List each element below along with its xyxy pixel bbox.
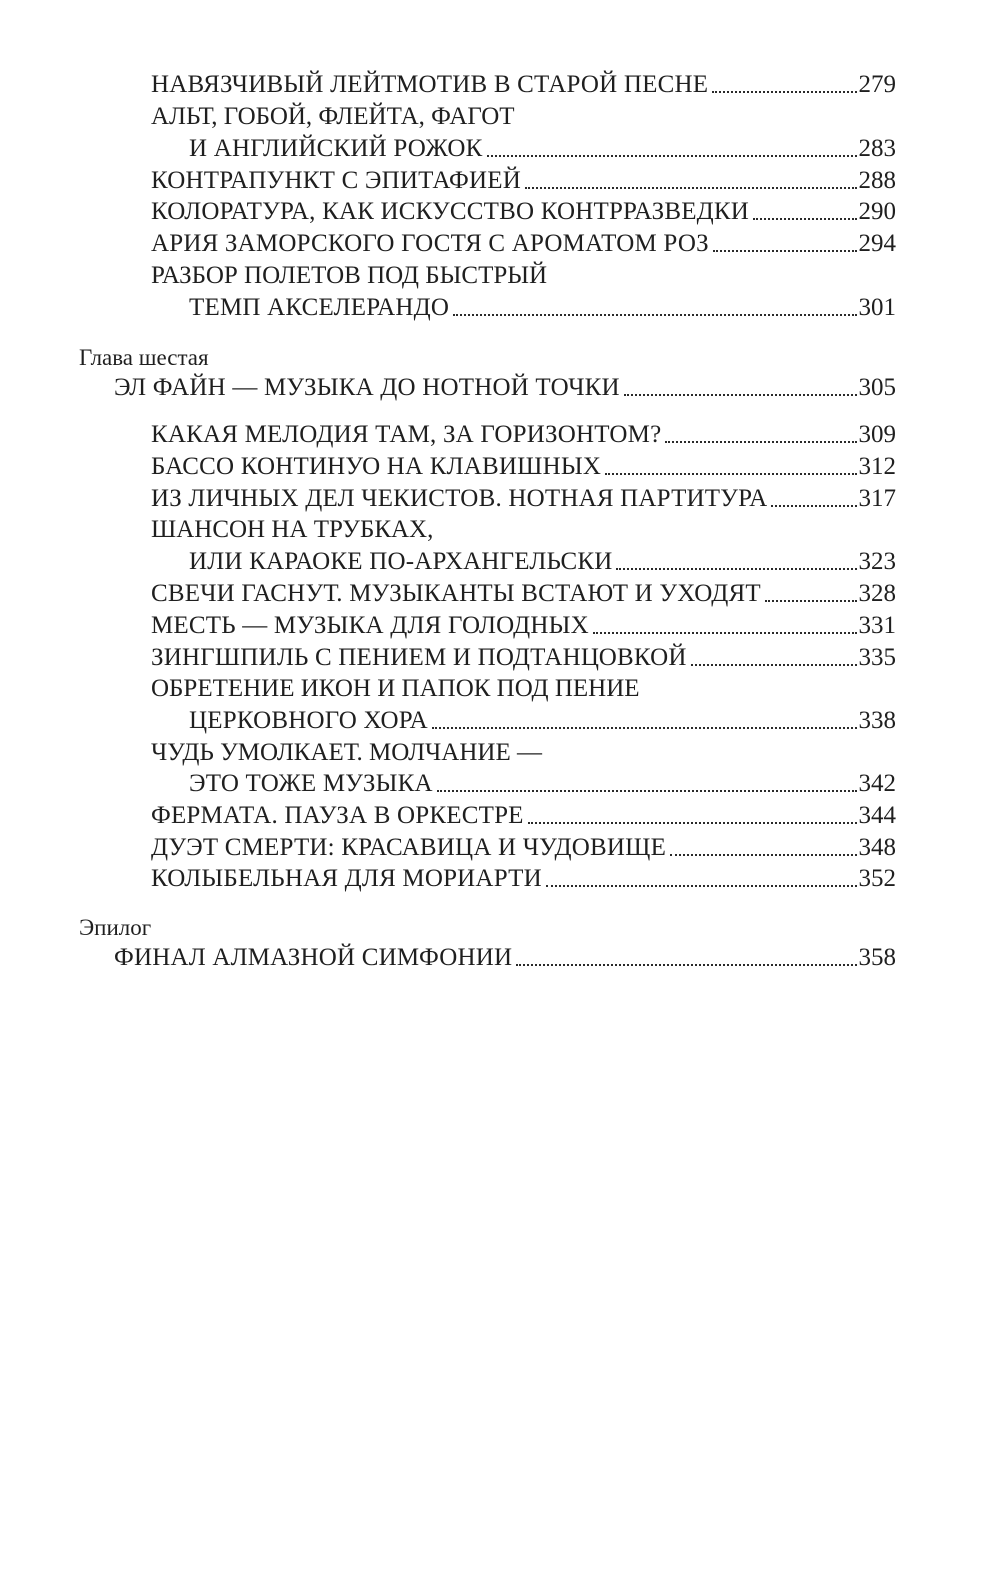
dot-leader [616,568,856,570]
chapter-label: Глава шестая [79,345,209,370]
toc-entry [151,196,896,228]
entry-page: 294 [858,230,896,257]
entry-page: 338 [858,707,896,734]
entry-title: ИЛИ КАРАОКЕ ПО-АРХАНГЕЛЬСКИ [189,548,613,575]
entry-page: 283 [858,135,896,162]
entry-page: 344 [858,802,896,829]
epilogue-label: Эпилог [79,915,152,940]
toc-entry-title-line: ЧУДЬ УМОЛКАЕТ. МОЛЧАНИЕ — [151,739,542,766]
entry-page: 328 [858,580,896,607]
dot-leader [437,790,857,792]
entry-title: ДУЭТ СМЕРТИ: КРАСАВИЦА И ЧУДОВИЩЕ [151,834,667,861]
dot-leader [691,664,857,666]
toc-entry [151,419,896,451]
entry-page: 312 [858,453,896,480]
toc-entry [189,546,896,578]
entry-page: 342 [858,770,896,797]
entry-title: КОЛЫБЕЛЬНАЯ ДЛЯ МОРИАРТИ [151,865,542,892]
entry-page: 317 [858,485,896,512]
dot-leader [765,600,857,602]
toc-entry [151,642,896,674]
entry-title: БАССО КОНТИНУО НА КЛАВИШНЫХ [151,453,602,480]
entry-title: ЭТО ТОЖЕ МУЗЫКА [189,770,433,797]
entry-title: ИЗ ЛИЧНЫХ ДЕЛ ЧЕКИСТОВ. НОТНАЯ ПАРТИТУРА [151,485,768,512]
entry-page: 348 [858,834,896,861]
entry-page: 288 [858,167,896,194]
dot-leader [624,394,857,396]
toc-entry [151,800,896,832]
entry-page: 323 [858,548,896,575]
dot-leader [453,314,856,316]
dot-leader [712,91,856,93]
dot-leader [593,632,857,634]
epilogue-title: ФИНАЛ АЛМАЗНОЙ СИМФОНИИ [114,944,513,971]
chapter-page: 305 [858,374,896,401]
toc-entry [189,133,896,165]
entry-title: КАКАЯ МЕЛОДИЯ ТАМ, ЗА ГОРИЗОНТОМ? [151,421,662,448]
dot-leader [516,964,856,966]
toc-entry [151,165,896,197]
dot-leader [432,727,857,729]
dot-leader [670,854,856,856]
toc-entry [151,483,896,515]
entry-page: 309 [858,421,896,448]
toc-entry-title-line: ШАНСОН НА ТРУБКАХ, [151,516,434,543]
dot-leader [487,155,857,157]
entry-page: 290 [858,198,896,225]
chapter-title-entry [114,372,896,404]
dot-leader [753,218,856,220]
dot-leader [665,441,856,443]
entry-title: КОНТРАПУНКТ С ЭПИТАФИЕЙ [151,167,521,194]
entry-page: 279 [858,71,896,98]
entry-title: И АНГЛИЙСКИЙ РОЖОК [189,135,483,162]
toc-entry [151,863,896,895]
epilogue-title-entry [114,942,896,974]
toc-entry [151,578,896,610]
toc-entry-title-line: РАЗБОР ПОЛЕТОВ ПОД БЫСТРЫЙ [151,262,548,289]
toc-entry [151,610,896,642]
dot-leader [546,885,857,887]
toc-entry [151,228,896,260]
toc-entry [189,292,896,324]
entry-title: НАВЯЗЧИВЫЙ ЛЕЙТМОТИВ В СТАРОЙ ПЕСНЕ [151,71,709,98]
toc-entry [151,832,896,864]
entry-page: 335 [858,644,896,671]
entry-title: АРИЯ ЗАМОРСКОГО ГОСТЯ С АРОМАТОМ РОЗ [151,230,709,257]
entry-page: 352 [858,865,896,892]
toc-entry [151,451,896,483]
dot-leader [771,505,856,507]
dot-leader [713,250,857,252]
dot-leader [528,822,857,824]
toc-entry-title-line: ОБРЕТЕНИЕ ИКОН И ПАПОК ПОД ПЕНИЕ [151,675,640,702]
entry-title: МЕСТЬ — МУЗЫКА ДЛЯ ГОЛОДНЫХ [151,612,589,639]
entry-title: ЗИНГШПИЛЬ С ПЕНИЕМ И ПОДТАНЦОВКОЙ [151,644,687,671]
dot-leader [605,473,856,475]
entry-page: 331 [858,612,896,639]
entry-page: 301 [858,294,896,321]
entry-title: ЦЕРКОВНОГО ХОРА [189,707,428,734]
entry-title: ФЕРМАТА. ПАУЗА В ОРКЕСТРЕ [151,802,524,829]
toc-entry-title-line: АЛЬТ, ГОБОЙ, ФЛЕЙТА, ФАГОТ [151,103,515,130]
chapter-title: ЭЛ ФАЙН — МУЗЫКА ДО НОТНОЙ ТОЧКИ [114,374,620,401]
toc-entry [151,69,896,101]
dot-leader [525,187,857,189]
epilogue-page: 358 [858,944,896,971]
entry-title: КОЛОРАТУРА, КАК ИСКУССТВО КОНТРРАЗВЕДКИ [151,198,750,225]
toc-entry [189,768,896,800]
entry-title: СВЕЧИ ГАСНУТ. МУЗЫКАНТЫ ВСТАЮТ И УХОДЯТ [151,580,761,607]
entry-title: ТЕМП АКСЕЛЕРАНДО [189,294,450,321]
toc-entry [189,705,896,737]
